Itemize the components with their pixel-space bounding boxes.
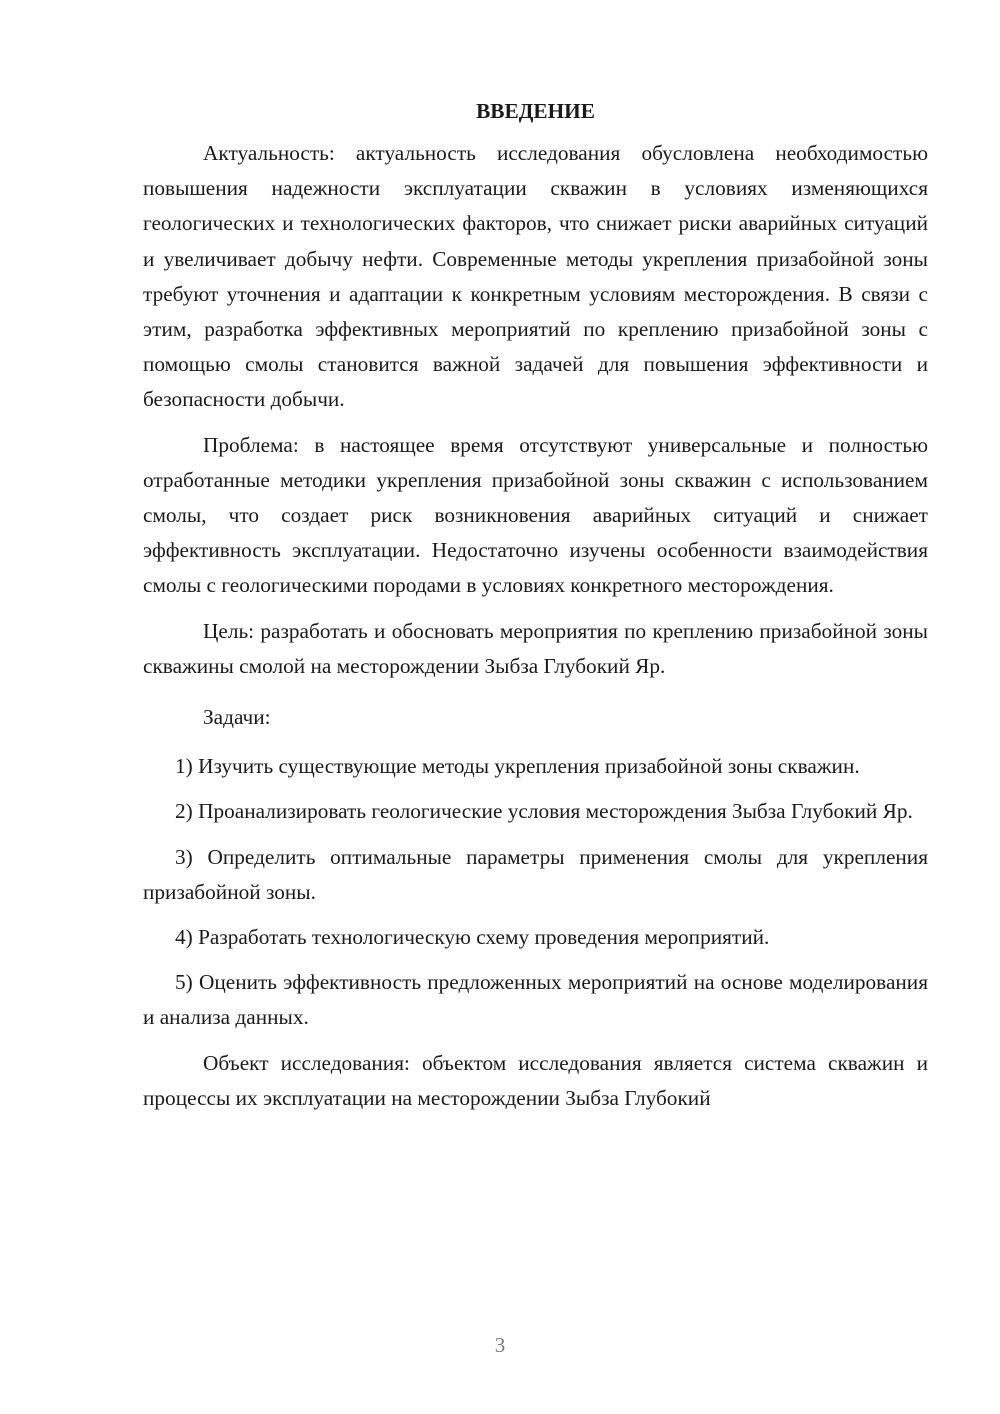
- paragraph-goal: Цель: разработать и обосновать мероприятия по креплению призабойной зоны скважины смолой на месторождении Зыбза Глубокий Яр.: [143, 618, 928, 678]
- task-item: 2) Проанализировать геологические условия месторождения Зыбза Глубокий Яр.: [175, 799, 913, 824]
- paragraph-relevance: Актуальность: актуальность исследования обусловлена необходимостью повышения надежности эксплуатации скважин в условиях изменяющихся геологических и технологических факторов, что снижает риски аварийных ситуаций и увеличивает добычу нефти. Современные методы укрепления призабойной зоны требуют уточнения и адаптации к конкретным условиям месторождения. В связи с этим, разработка эффективных мероприятий по креплению призабойной зоны с помощью смолы становится важной задачей для повышения эффективности и безопасности добычи.: [143, 141, 928, 412]
- task-item: 1) Изучить существующие методы укрепления призабойной зоны скважин.: [175, 754, 860, 779]
- tasks-heading: Задачи:: [203, 705, 271, 730]
- task-item: 3) Определить оптимальные параметры применения смолы для укрепления призабойной зоны.: [143, 844, 928, 904]
- paragraph-object: Объект исследования: объектом исследования является система скважин и процессы их эксплуатации на месторождении Зыбза Глубокий: [143, 1050, 928, 1110]
- paragraph-problem: Проблема: в настоящее время отсутствуют универсальные и полностью отработанные методики укрепления призабойной зоны скважин с использованием смолы, что создает риск возникновения аварийных ситуаций и снижает эффективность эксплуатации. Недостаточно изучены особенности взаимодействия смолы с геологическими породами в условиях конкретного месторождения.: [143, 432, 928, 598]
- page-number: 3: [494, 1333, 506, 1357]
- task-item: 4) Разработать технологическую схему проведения мероприятий.: [175, 925, 770, 950]
- page-title: ВВЕДЕНИЕ: [476, 99, 595, 123]
- task-item: 5) Оценить эффективность предложенных мероприятий на основе моделирования и анализа данных.: [143, 970, 928, 1030]
- document-page: [143, 96, 928, 1116]
